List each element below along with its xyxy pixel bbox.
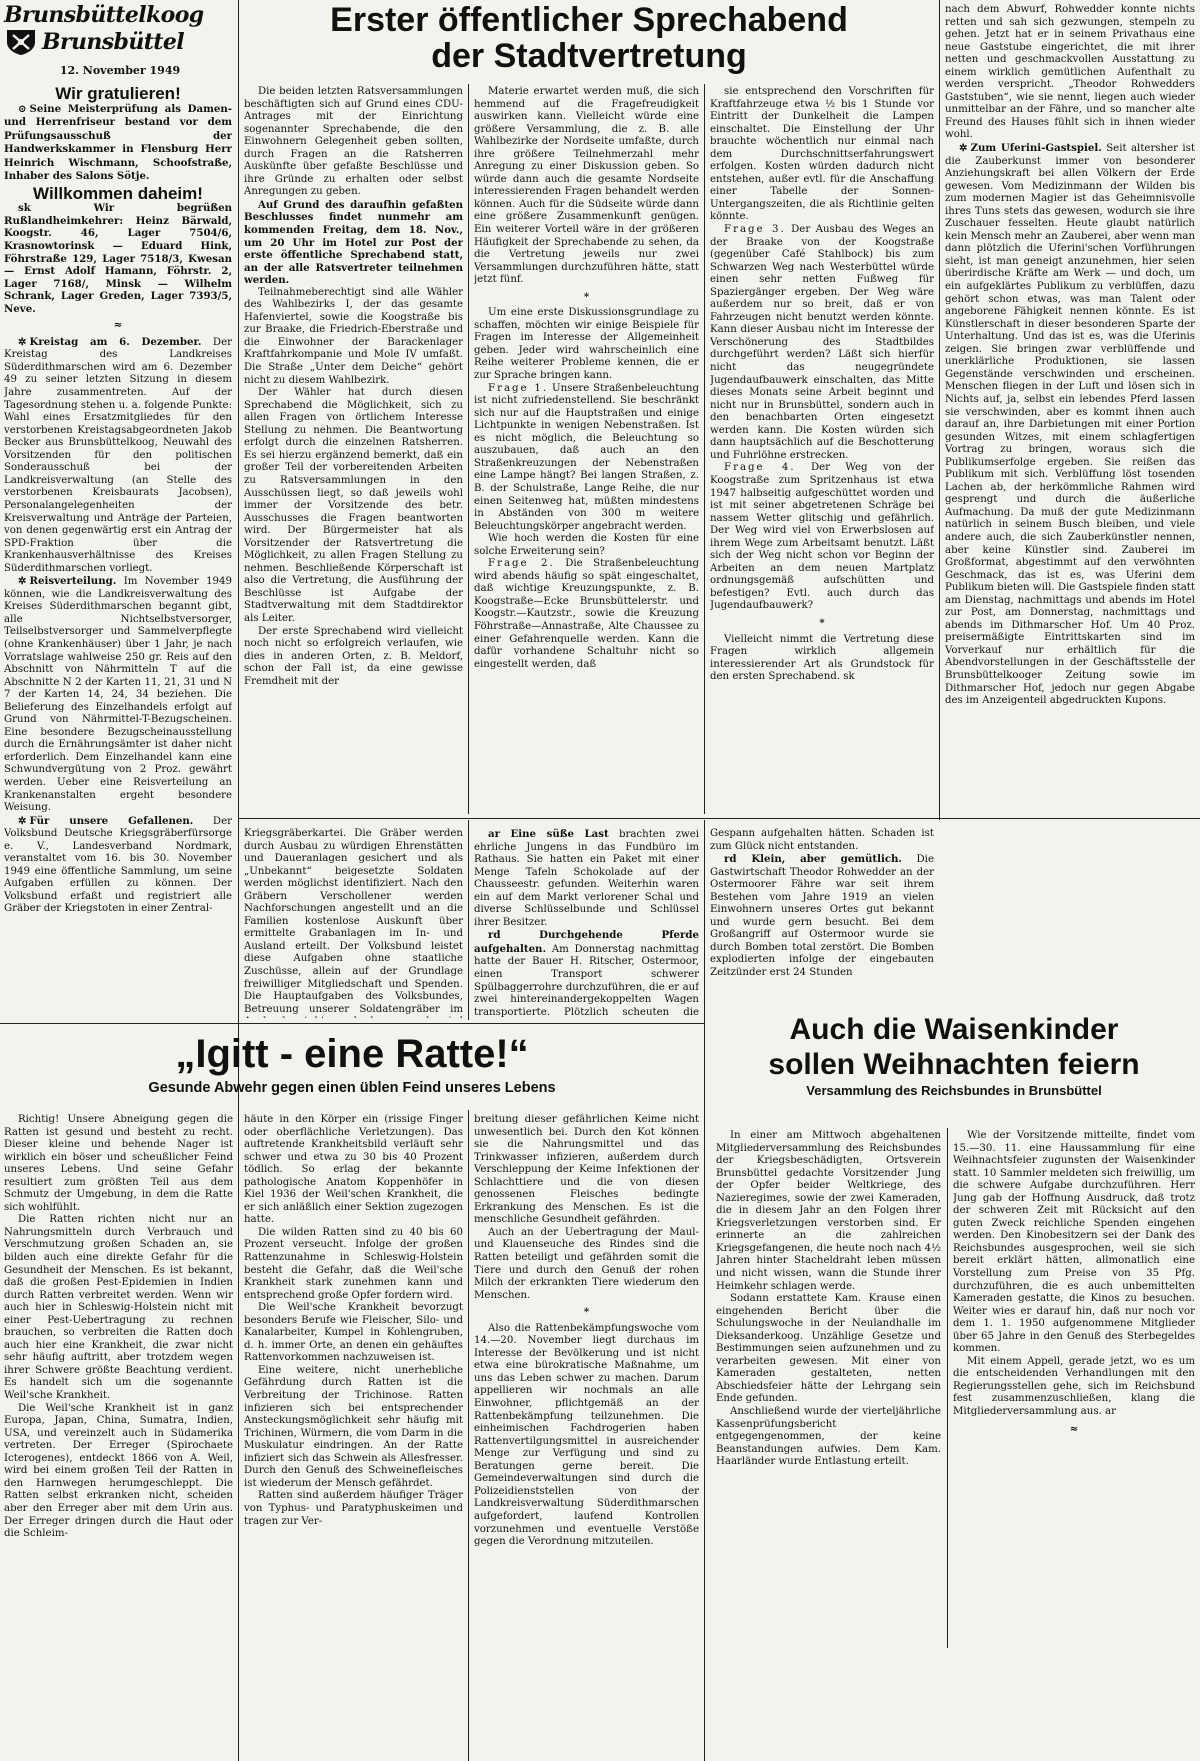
- uferini-lead: Zum Uferini-Gastspiel.: [970, 142, 1102, 155]
- column-rule: [939, 0, 940, 820]
- waisen-c1-p1: In einer am Mittwoch abgehaltenen Mitgliederversammlung des Reichsbundes der Kriegsbeschädigten, Ortsverein Brunsbüttel gedachte Vorsitzender Jung der Opfer beider Weltkriege, des Nazieregimes, sowie der zwei Kameraden, die in diesem Jahr an den Folgen ihrer Kriegsverletzungen verstorben sind. Er erinnerte an die zahlreichen Kriegsgefangenen, die heute noch nach 4½ Jahren hinter Stacheldraht leben müssen und nicht wissen, wann die Stunde ihrer Heimkehr schlagen werde.: [716, 1130, 941, 1292]
- left-column: [4, 84, 232, 1020]
- waisen-column-1: [716, 1130, 941, 1650]
- rat-column-3: [474, 1114, 699, 1761]
- waisen-c2-p1: Wie der Vorsitzende mitteilte, findet vom 15.—30. 11. eine Haussammlung für eine Weihnachtsfeier zugunsten der Waisenkinder statt. 10 Sammler meldeten sich freiwillig, um die schwere Aufgabe durchzuführen. Herr Jung gab der Hoffnung Ausdruck, daß trotz der schweren Zeit mit Rücksicht auf den guten Zweck reichliche Spenden eingehen werden. Den Kinobesitzern sei der Dank des Reichsbundes ausgesprochen, weil sie sich bereit erklärt hätten, allmonatlich eine Vorstellung zum Preise von 35 Pfg. durchzuführen, die es auch unbemittelten Kameraden gestatte, die Kinos zu besuchen. Weiter wies er darauf hin, daß nur noch vor dem 1. 1. 1950 aufgenommene Mitglieder über 65 Jahre in den Genuß des Sterbegeldes kommen.: [953, 1130, 1195, 1355]
- rat-c2-p3: Die Weil'sche Krankheit bevorzugt besonders Berufe wie Fleischer, Silo- und Kanalarbeiter, Kumpel in Kohlengruben, d. h. immer Orte, an denen ein gehäuftes Rattenvorkommen nachzuweisen ist.: [244, 1302, 463, 1364]
- sprech-c1-p3: Teilnahmeberechtigt sind alle Wähler des Wahlbezirks I, der das gesamte Hafenviertel, sowie die Koogstraße bis zur Braake, die Friedrich-Eberstraße und die Einwohner der Barackenlager Kraftfahrkompanie und Mole IV umfaßt. Die Straße „Unter dem Deiche“ gehört nicht zu diesem Wahlbezirk.: [244, 286, 463, 386]
- mid-c2-lead2: rd Durchgehende Pferde aufgehalten.: [474, 929, 699, 955]
- rat-headline: [0, 1030, 704, 1098]
- willkommen-text: sk Wir begrüßen Rußlandheimkehrer: Heinz Bärwald, Koogstr. 46, Lager 7504/6, Krasnowtorinsk — Eduard Hink, Föhrstraße 129, Lager 7518/3, Kwesan — Ernst Adolf Hamann, Föhrstr. 2, Lager 7168/, Minsk — Wilhelm Schrank, Lager Greden, Lager 7393/5, Neve.: [4, 202, 232, 315]
- main-headline-line1: Erster öffentlicher Sprechabend: [330, 1, 848, 39]
- main-headline: [244, 2, 934, 74]
- divider: ≈: [1069, 1422, 1079, 1435]
- kreistag-text: Der Kreistag des Landkreises Süderdithmarschen wird am 6. Dezember 49 zu seiner letzten Sitzung in diesem Jahre zusammentreten. Auf der Tagesordnung stehen u. a. folgende Punkte: Wahl eines Ersatzmitgliedes für den verstorbenen Kreistagsabgeordneten Jakob Becker aus Brunsbüttelkoog, Neuwahl des Vorsitzenden für den politischen Sonderausschuß bei der Landkreisverwaltung (an Stelle des verstorbenen Kreisbaurats Jacobsen), Personalangelegenheiten der Kreisverwaltung und Anträge der Parteien, von denen gegenwärtig erst ein Antrag der SPD-Fraktion über die Krankenhausverhältnisse des Kreises Süderdithmarschen vorliegt.: [4, 336, 232, 574]
- waisen-c1-p2: Sodann erstattete Kam. Krause einen eingehenden Bericht über die Schulungswoche in der Neulandhalle im Dieksanderkoog. Unzählige Gesetze und Bestimmungen seien aufzunehmen und zu verarbeiten gewesen. Mit einer von Kameraden gestalteten, netten Abschiedsfeier hätte der Lehrgang sein Ende gefunden.: [716, 1293, 941, 1405]
- rat-c1-p1: Richtig! Unsere Abneigung gegen die Ratten ist gesund und besteht zu recht. Dieser kleine und behende Nager ist wirklich ein böser und scheußlicher Feind unseres Lebens. Und seine Gefahr resultiert zum größten Teil aus dem Schmutz der Umgebung, in dem die Ratte sich wohlfühlt.: [4, 1114, 233, 1213]
- mid-c2-p2: Am Donnerstag nachmittag hatte der Bauer H. Ritscher, Ostermoor, einen Transport schwerer Spülbaggerrohre durchzuführen, die er auf zwei hintereinandergekoppelten Wagen transportierte. Plötzlich scheuten die: [474, 943, 699, 1018]
- sprech-c2-p5: Die Straßenbeleuchtung wird abends häufig so spät eingeschaltet, daß wichtige Kreuzungspunkte, z. B. Koogstraße—Ecke Brunsbüttelerstr. und Koogstr.—Kautzstr., sowie die Kreuzung Föhrstraße—Annastraße, Alte Chaussee zu einer Gefahrenquelle werden. Kann die dafür vorhandene Schaltuhr nicht so eingestellt werden, daß: [474, 558, 699, 670]
- reis-lead: Reisverteilung.: [29, 575, 117, 588]
- asterisk-divider: *: [583, 1306, 590, 1319]
- rat-c2-p2: Die wilden Ratten sind zu 40 bis 60 Prozent verseucht. Infolge der großen Rattenzunahme in Schleswig-Holstein besteht die Gefahr, daß die Weil'sche Krankheit stark zunehmen kann und entsprechend große Opfer fordern wird.: [244, 1226, 463, 1301]
- gefallenen-text: Der Volksbund Deutsche Kriegsgräberfürsorge e. V., Landesverband Nordmark, veranstaltet vom 16. bis 30. November 1949 eine öffentliche Sammlung, um seine Aufgaben erfüllen zu können. Der Volksbund erfaßt und registriert alle Gräber der Kriegstoten in einer Zentral-: [4, 815, 232, 915]
- star-icon: ✲: [18, 814, 27, 827]
- asterisk-divider: *: [819, 616, 825, 629]
- waisen-column-2: [953, 1130, 1195, 1650]
- willkommen-title: Willkommen daheim!: [33, 183, 203, 203]
- gratulieren-text: Seine Meisterprüfung als Damen- und Herrenfriseur bestand vor dem Prüfungsausschuß der Handwerkskammer in Flensburg Herr Heinrich Wischmann, Schoofstraße, Inhaber des Salons Sötje.: [4, 102, 232, 183]
- sprech-column-2: [474, 86, 699, 814]
- mid-column-2: [474, 828, 699, 1018]
- column-rule: [704, 820, 705, 1010]
- rat-c2-p4: Eine weitere, nicht unerhebliche Gefährdung durch Ratten ist die Verbreitung der Trichinose. Ratten infizieren sich bei entsprechender Ansteckungsmöglichkeit sehr häufig mit Trichinen, Würmern, die vom Darm in die Muskulatur eindringen. An der Ratte infiziert sich das Schwein als Allesfresser. Durch den Genuß des Schweinefleisches ist wiederum der Mensch gefährdet.: [244, 1364, 463, 1489]
- mid-c1-p1: Kriegsgräberkartei. Die Gräber werden durch Ausbau zu würdigen Ehrenstätten und Daueranlagen gesichert und als „Unbekannt“ beigesetzte Soldaten werden möglichst identifiziert. Nach den Gräbern Verschollener werden Nachforschungen angestellt und an die Familien kostenlose Auskunft über ermittelte Grabanlagen im In- und Ausland erteilt. Der Volksbund leistet diese Aufgaben ohne staatliche Zuschüsse, allein auf der Grundlage freiwilliger Mitgliedschaft und Spenden. Die Hauptaufgaben des Volksbundes, Betreuung unserer Soldatengräber im: [244, 828, 463, 1015]
- rat-subtitle: Gesunde Abwehr gegen einen üblen Feind unseres Lebens: [148, 1080, 556, 1096]
- waisen-line2: sollen Weihnachten feiern: [768, 1048, 1140, 1081]
- gratulieren-title: Wir gratulieren!: [55, 84, 181, 103]
- frage4-lead: Frage 4.: [724, 462, 796, 474]
- sprech-c3-p2: Der Ausbau des Weges an der Braake von der Koogstraße (gegenüber Café Stahlbock) bis zum Schwarzen Weg nach Westerbüttel würde einen sehr netten Fußweg für Spaziergänger ergeben. Der Weg wäre außerdem nur so breit, daß er von Fahrzeugen nicht benutzt werden könnte. Kann dieser Ausbau nicht im Interesse der Verschönerung des Stadtbildes durchgeführt werden? Läßt sich hierfür nicht das neugegründete Jugendaufbauwerk einschalten, das Mitte dieses Monats seine Arbeit beginnt und nicht nur in Brunsbüttel, sondern auch in den benachbarten Orten eingesetzt werden kann. Die Kosten würden sich dann hauptsächlich auf die Beschotterung und Fuhrlöhne erstrecken.: [710, 224, 934, 461]
- rat-c2-p1: häute in den Körper ein (rissige Finger oder oberflächliche Verletzungen). Das auftretende Krankheitsbild verläuft sehr schwer und etwa zu 30 bis 40 Prozent tödlich. So erlag der bekannte pathologische Anatom Koppenhöfer in Kiel 1936 der Weil'schen Krankheit, die er sich anläßlich einer Sektion zugezogen hatte.: [244, 1114, 463, 1226]
- sprech-c1-p2: Auf Grund des daraufhin gefaßten Beschlusses findet nunmehr am kommenden Freitag, dem 18. Nov., um 20 Uhr im Hotel zur Post der erste öffentliche Sprechabend statt, an der alle Ratsvertreter teilnehmen werden.: [244, 198, 463, 287]
- main-headline-line2: der Stadtvertretung: [431, 37, 747, 75]
- sprech-c2-p2: Um eine erste Diskussionsgrundlage zu schaffen, möchten wir einige Beispiele für Fragen im Interesse der Allgemeinheit geben. Jeder wird wahrscheinlich eine Reihe weiterer Probleme kennen, die er zur Sprache bringen kann.: [474, 307, 699, 382]
- kreistag-lead: Kreistag am 6. Dezember.: [29, 335, 202, 348]
- mid-column-3: [710, 828, 934, 1008]
- mid-column-1: [244, 828, 463, 1018]
- mid-c3-p2: Die Gastwirtschaft Theodor Rohwedder an der Ostermoorer Fähre war seit ihrem Bestehen vom Jahre 1919 an vielen Einwohnern unseres Ortes gut bekannt und wurde gern besucht. Bei dem Großangriff auf Ostermoor wurde sie durch Bomben total zerstört. Die Bomben explodierten infolge der eingebauten Zeitzünder erst 24 Stunden: [710, 854, 934, 979]
- star-icon: ✲: [18, 335, 27, 348]
- waisen-subtitle: Versammlung des Reichsbundes in Brunsbüttel: [806, 1083, 1102, 1098]
- sprech-c1-p1: Die beiden letzten Ratsversammlungen beschäftigten sich auf Grund eines CDU-Antrages mit der Einrichtung sogenannter Sprechabende, die den Einwohnern Gelegenheit geben sollten, durch Fragen an die Ratsherren Auskünfte über gefaßte Beschlüsse und ihre Gründe zu erhalten oder selbst Anregungen zu geben.: [244, 86, 463, 198]
- rat-c1-p2: Die Ratten richten nicht nur an Nahrungsmitteln durch Verbrauch und Verschmutzung großen Schaden an, sie bilden auch eine direkte Gefahr für die Gesundheit der Menschen. Es ist bekannt, daß die großen Pest-Epidemien in Indien durch Ratten verbreitet werden. Wenn wir auch hier in Schleswig-Holstein nicht mit einer Pest-Uebertragung zu rechnen brauchen, so verbreiten die Ratten doch auch hier eine Krankheit, die zwar nicht sehr häufig auftritt, aber trotzdem wegen ihrer Schwere größte Beachtung verdient. Es handelt sich um die sogenannte Weil'sche Krankheit.: [4, 1214, 233, 1402]
- waisen-headline: [708, 1012, 1200, 1100]
- mid-c2-lead1: ar Eine süße Last: [488, 828, 609, 840]
- crest-icon: [4, 28, 38, 56]
- sprech-c3-p3: Der Weg von der Koogstraße zum Spritzenhaus ist etwa 1947 halbseitig aufgeschüttet worden und ist mit seiner abgetretenen Schräge bei nassem Wetter glitschig und gefährlich. Der Weg wird viel von Erwerbslosen auf ihrem Wege zum Arbeitsamt benutzt. Läßt sich der Weg nicht schon vor Beginn der Arbeiten an dem neuen Martplatz ordnungsgemäß aufschütten und befestigen? Evtl. auch durch das Jugendaufbauwerk?: [710, 462, 934, 612]
- star-icon: ✲: [959, 142, 968, 155]
- mid-c3-lead2: rd Klein, aber gemütlich.: [724, 853, 902, 866]
- rat-column-2: [244, 1114, 463, 1761]
- rat-c3-p2: Auch an der Uebertragung der Maul- und Klauenseuche des Rindes sind die Ratten beteiligt und gefährden somit die Tiere und durch den Genuß der rohen Milch der erkrankten Tiere wiederum den Menschen.: [474, 1226, 699, 1301]
- rat-column-1: [4, 1114, 233, 1761]
- waisen-line1: Auch die Waisenkinder: [789, 1013, 1119, 1046]
- column-rule: [947, 1128, 948, 1648]
- masthead-line2: Brunsbüttel: [42, 29, 185, 55]
- right-p1: nach dem Abwurf, Rohwedder konnte nichts retten und sah sich gezwungen, stempeln zu gehen. Jetzt hat er in seinem Privathaus eine neue Gaststube eingerichtet, die mit ihrer netten und geschmackvollen Ausstattung zu einem wirklich gemütlichen Aufenthalt zu werden verspricht. „Theodor Rohwedders Gaststuben“, wie sie nennt, liegen auch wieder unmittelbar an der Fähre, und so mancher alte Freund des Hauses fühlt sich in ihnen wieder wohl.: [945, 4, 1195, 141]
- rat-title: „Igitt - eine Ratte!“: [175, 1032, 529, 1076]
- rat-c3-p1: breitung dieser gefährlichen Keime nicht unwesentlich bei. Durch den Kot können sie die Nahrungsmittel und das Trinkwasser infizieren, außerdem durch Verschleppung der Keime Infektionen der Schlachttiere und die von diesen genossenen Fleisches bedingte Erkrankung des Menschen. Es ist die menschliche Gesundheit gefährden.: [474, 1114, 699, 1226]
- issue-date: 12. November 1949: [59, 64, 181, 77]
- column-rule: [704, 1010, 705, 1761]
- frage3-lead: Frage 3.: [724, 224, 786, 236]
- sprech-c2-p3: Unsere Straßenbeleuchtung ist nicht zufriedenstellend. Sie beschränkt sich nur auf die Hauptstraßen und einige Lichtpunkte in wenigen Nebenstraßen. Ist es nicht möglich, die Beleuchtung so auszubauen, daß auch an den Straßenkreuzungen der Nebenstraßen eine Lampe hängt? Bei langen Straßen, z. B. der Schulstraße, Lange Reihe, die nur einen Seitenweg hat, müßten mindestens in Abständen von 300 m weitere Beleuchtungskörper angebracht werden.: [474, 382, 699, 532]
- sprech-c2-p1: Materie erwartet werden muß, die sich hemmend auf die Fragefreudigkeit auswirken kann. Vielleicht würde eine größere Versammlung, die z. B. alle Wahlbezirke der Nordseite umfaßte, durch ihre größere Teilnehmerzahl mehr Anregung zu einer Diskussion geben. So würde dann auch die gesamte Nordseite interessierenden Fragen behandelt werden können. Auch für die Südseite würde dann eine größere Zusammenkunft genügen. Ein weiterer Vorteil wäre in der größeren Häufigkeit der Sprechabende zu sehen, da die Vertretung jeweils nur zwei Versammlungen durchzuführen hätte, statt jetzt fünf.: [474, 86, 699, 286]
- column-rule: [468, 820, 469, 1020]
- bullet-icon: ⊙: [18, 102, 27, 115]
- column-rule: [704, 84, 705, 814]
- waisen-c1-p3: Anschließend wurde der vierteljährliche Kassenprüfungsbericht entgegengenommen, der keine Beanstandungen aufwies. Dem Kam. Haarländer wurde Entlastung erteilt.: [716, 1406, 941, 1468]
- sprech-c2-p4: Wie hoch werden die Kosten für eine solche Erweiterung sein?: [474, 533, 699, 557]
- masthead-line1: Brunsbüttelkoog: [4, 2, 204, 28]
- mid-c3-p1: Gespann aufgehalten hätten. Schaden ist zum Glück nicht entstanden.: [710, 828, 934, 852]
- rat-c3-p3: Also die Rattenbekämpfungswoche vom 14.—20. November liegt durchaus im Interesse der Bevölkerung und ist nicht etwa eine bürokratische Maßnahme, um uns das Leben schwer zu machen. Darum appellieren wir nochmals an alle Einwohner, pflichtgemäß an der Rattenbekämpfung teilzunehmen. Die einheimischen Fachdrogerien haben Rattenvertilgungsmittel in ausreichender Menge zur Verfügung und sind zu Beratungen gerne bereit. Die Gemeindeverwaltungen sind durch die Polizeidienststellen von der Landkreisverwaltung Süderdithmarschen aufgefordert, laufend Kontrollen vorzunehmen und eventuelle Verstöße gegen die Verordnung mitzuteilen.: [474, 1322, 699, 1548]
- sprech-column-1: [244, 86, 463, 814]
- mid-c2-p1: brachten zwei ehrliche Jungens in das Fundbüro im Rathaus. Sie hatten ein Paket mit einer Menge Tafeln Schokolade auf der Chausseestr. gefunden. Weiterhin waren ein auf dem Markt verlorener Schal und diverse Schlüsselbunde und Schlüssel ihrer Besitzer.: [474, 829, 699, 928]
- column-rule: [468, 1110, 469, 1761]
- masthead-line2-row: [4, 28, 236, 56]
- rat-c2-p5: Ratten sind außerdem häufiger Träger von Typhus- und Paratyphuskeimen und tragen zur Ver-: [244, 1490, 463, 1527]
- uferini-text: Seit altersher ist die Zauberkunst immer von besonderer Anziehungskraft bei allen Völkern der Erde gewesen. Vom Medizinmann der Wilden bis zum modernen Magier ist das Geheimnisvolle ihres Tuns stets das gewesen, wodurch sie ihre Zuschauer fesselten. Heute glaubt natürlich kein Mensch mehr an Zauberei, aber wenn man dann plötzlich die Uferini'schen Vorführungen sieht, ist man geneigt anzunehmen, hier seien überirdische Kräfte am Werk — und doch, um ein aufgeklärtes Publikum zu verblüffen, dazu gehört schon etwas, was man Talent oder angeborene Fähigkeit nennen könnte. Es ist Künstlerschaft in dieser besonderen Sparte der Unterhaltung. Und das ist es, was die Uferinis zeigen. Sie bringen zwar verblüffende und unerklärliche Produktionen, sie lassen Gegenstände verschwinden und erscheinen. Menschen fliegen in der Luft und lösen sich in Nichts auf, ja, selbst ein lebendes Pferd lassen sie verschwinden, aber es kommt ihnen auch darauf an, ihre Darbietungen mit einer Portion gesunden Witzes, mit einem schlagfertigen Vortrag zu bringen, woraus sich die Publikumserfolge ergeben. Sie reißen das Publikum mit sich. Verblüffung löst tosenden Lachen ab, der herkömmliche Rahmen wird gesprengt und durch die äußerliche Aufmachung. Da muß der gute Medizinmann natürlich in seinem Busch bleiben, und viele andere auch, die sich Zauberkünstler nennen, aber keine Künstler sind. Zauberei im Großformat, abgestimmt auf den verwöhnten Geschmack, das ist es, was Uferini dem Publikum bieten will. Die Gastspiele finden statt am Dienstag, nachmittags und abends im Hotel zur Post, am Donnerstag, nachmittags und abends im Dithmarscher Hof. Um 40 Proz. preisermäßigte Eintrittskarten sind im Vorverkauf nur erhältlich für die Abendvorstellungen in der Geschäftsstelle der Brunsbüttelkooger Zeitung sowie im Dithmarscher Hof, jedoch nur gegen Abgabe des im Anzeigenteil abgedruckten Kupons.: [945, 143, 1195, 707]
- star-icon: ✲: [18, 575, 27, 588]
- rat-c1-p3: Die Weil'sche Krankheit ist in ganz Europa, Japan, China, Sumatra, Indien, USA, und vereinzelt auch in Südamerika vertreten. Der Erreger (Spirochaete Icterogenes), entdeckt 1866 von A. Weil, wird bei einem großen Teil der Ratten in den Harnwegen herumgeschleppt. Die Ratten selbst erkranken nicht, scheiden aber den Erreger aber mit dem Urin aus. Der Erreger dringen durch die Haut oder die Schleim-: [4, 1402, 233, 1540]
- section-rule: [0, 1023, 704, 1024]
- sprech-c3-p4: Vielleicht nimmt die Vertretung diese Fragen wirklich allgemein interessierender Art als Grundstock für den ersten Sprechabend. sk: [710, 633, 934, 683]
- frage1-lead: Frage 1.: [488, 382, 549, 394]
- column-rule: [238, 1110, 239, 1761]
- sprech-c1-p4: Der Wähler hat durch diesen Sprechabend die Möglichkeit, sich zu allen Fragen von örtlichem Interesse Stellung zu nehmen. Die Beantwortung erfolgt durch die einzelnen Ratsherren. Es sei hierzu ergänzend bemerkt, daß ein großer Teil der vorbereitenden Arbeiten zu Ratsversammlungen in den Ausschüssen liegt, so daß jeweils wohl immer der Vorsitzende des betr. Ausschusses die Fragen beantworten wird. Der Bürgermeister hat als Vorsitzender der Ratsvertretung die Möglichkeit, zu allen Fragen Stellung zu nehmen. Beschließende Körperschaft ist also die Vertretung, die Ausführung der Beschlüsse ist Aufgabe der Stadtverwaltung mit dem Stadtdirektor als Leiter.: [244, 387, 463, 624]
- right-column: [945, 4, 1195, 1010]
- waisen-c2-p2: Mit einem Appell, gerade jetzt, wo es um die entscheidenden Verhandlungen mit den Regierungsstellen gehe, sich im Reichsbund fest zusammenzuschließen, klang die Mitgliederversammlung aus. ar: [953, 1355, 1195, 1418]
- sprech-column-3: [710, 86, 934, 814]
- sprech-c3-p1: sie entsprechend den Vorschriften für Kraftfahrzeuge etwa ½ bis 1 Stunde vor Eintritt der Dunkelheit die Lampen einschaltet. Die Einstellung der Uhr brauchte wöchentlich nur einmal nach dem Durchschnittserfahrungswert erfolgen. Kosten würden dadurch nicht entstehen, außer evtl. für die Anschaffung einer Tabelle der Sonnen-Untergangszeiten, die als Richtlinie gelten könnte.: [710, 86, 934, 223]
- column-rule: [468, 84, 469, 814]
- masthead: [4, 2, 236, 60]
- frage2-lead: Frage 2.: [488, 558, 555, 570]
- divider: ≈: [113, 319, 123, 332]
- asterisk-divider: *: [583, 290, 590, 303]
- reis-text: Im November 1949 können, wie die Landkreisverwaltung des Kreises Süderdithmarschen begannt gibt, alle Nichtselbstversorger, Teilselbstversorger und Sammelverpflegte (ohne Krankenhäuser) über 1 Jahr, je nach Vorratslage wahlweise 250 gr. Reis auf den Abschnitt von Nährmitteln T auf die Abschnitte N 2 der Karten 11, 21, 31 und N 7 der Karten 14, 24, 34 beziehen. Die Belieferung des Einzelhandels erfolgt auf Grund von Nährmittel-T-Bezugscheinen. Eine besondere Bezugscheinausstellung durch die Ernährungsämter ist daher nicht erforderlich. Dem Einzelhandel kann eine Schwundvergütung von 2 Proz. gewährt werden. Ueber eine Reisverteilung an Krankenanstalten ergeht besondere Weisung.: [4, 576, 232, 814]
- gefallenen-lead: Für unsere Gefallenen.: [29, 814, 194, 827]
- sprech-c1-p5: Der erste Sprechabend wird vielleicht noch nicht so erfolgreich verlaufen, wie dies in anderen Orten, z. B. Meldorf, schon der Fall ist, da eine gewisse Fremdheit mit der: [244, 625, 463, 687]
